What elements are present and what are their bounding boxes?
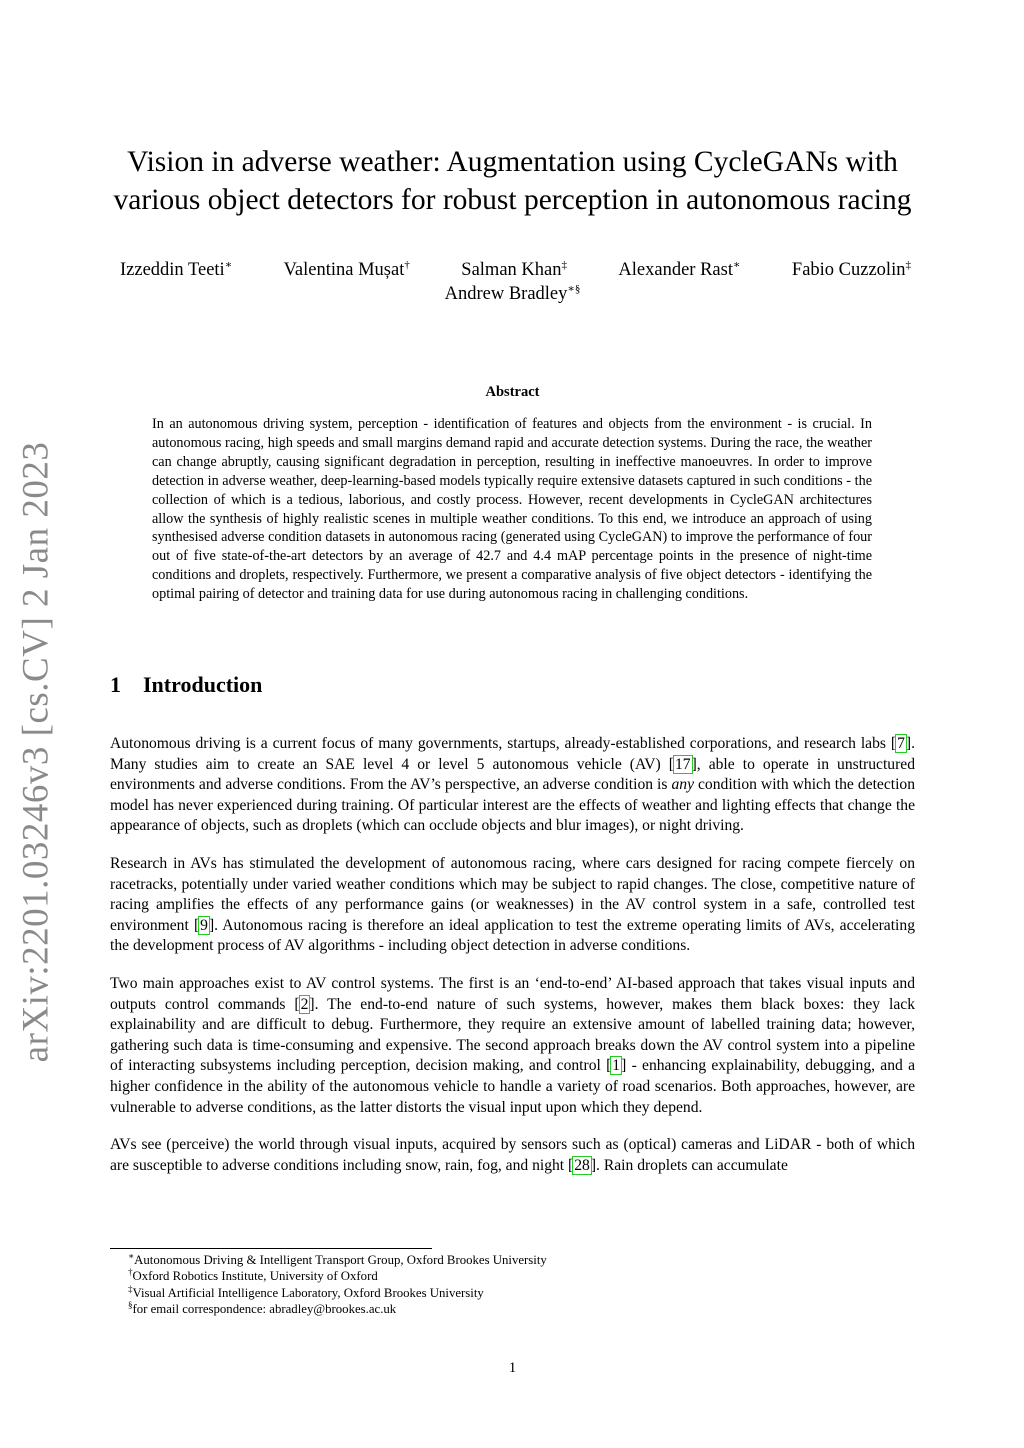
footnote-4: §for email correspondence: abradley@brookes.ac.uk: [128, 1300, 397, 1317]
citation-link[interactable]: 17: [674, 755, 691, 773]
footnote-2: †Oxford Robotics Institute, University of Oxford: [128, 1267, 378, 1284]
introduction-body: [110, 734, 915, 1193]
author-3: Salman Khan‡: [461, 259, 567, 280]
author-6: Andrew Bradley∗§: [444, 283, 581, 304]
paper-title: [110, 143, 915, 219]
author-2: Valentina Mușat†: [283, 259, 410, 280]
citation-link[interactable]: 2: [300, 995, 309, 1013]
abstract-text: In an autonomous driving system, perception - identification of features and objects from the environment - is crucial. In autonomous racing, high speeds and small margins demand rapid and accurate detection systems. During the race, the weather can change abruptly, causing significant degradation in perception, resulting in ineffective manoeuvres. In order to improve detection in adverse weather, deep-learning-based models typically require extensive datasets captured in such conditions - the collection of which is a tedious, laborious, and costly process. However, recent developments in CycleGAN architectures allow the synthesis of highly realistic scenes in multiple weather conditions. To this end, we introduce an approach of using synthesised adverse condition datasets in autonomous racing (generated using CycleGAN) to improve the performance of four out of five state-of-the-art detectors by an average of 42.7 and 4.4 mAP percentage points in the presence of night-time conditions and droplets, respectively. Furthermore, we present a comparative analysis of five object detectors - identifying the optimal pairing of detector and training data for use during autonomous racing in challenging conditions.: [152, 416, 872, 603]
section-heading-introduction: [110, 672, 262, 698]
paragraph-4: AVs see (perceive) the world through visual inputs, acquired by sensors such as (optical) cameras and LiDAR - both of which are susceptible to adverse conditions including snow, rain, fog, and night [28]. Rain droplets can accumulate: [110, 1136, 915, 1174]
title-line-1: Vision in adverse weather: Augmentation using CycleGANs with: [127, 146, 898, 178]
footnote-1: ∗Autonomous Driving & Intelligent Transport Group, Oxford Brookes University: [128, 1251, 547, 1267]
footnote-3: ‡Visual Artificial Intelligence Laboratory, Oxford Brookes University: [128, 1283, 484, 1300]
citation-link[interactable]: 9: [200, 916, 208, 934]
footnote-divider: [110, 1248, 432, 1249]
author-1: Izzeddin Teeti∗: [120, 259, 233, 280]
author-5: Fabio Cuzzolin‡: [791, 259, 911, 280]
page-number: 1: [508, 1360, 517, 1376]
paragraph-3: Two main approaches exist to AV control systems. The first is an ‘end-to-end’ AI-based approach that takes visual inputs and outputs control commands [2]. The end-to-end nature of such systems, however, makes them black boxes: they lack explainability and are difficult to debug. Furthermore, they require an extensive amount of labelled training data; however, gathering such data is time-consuming and expensive. The second approach breaks down the AV control system into a pipeline of interacting subsystems including perception, decision making, and control [1] - enhancing explainability, debugging, and a higher confidence in the ability of the autonomous vehicle to handle a variety of road scenarios. Both approaches, however, are vulnerable to adverse conditions, as the latter distorts the visual input upon which they depend.: [110, 974, 915, 1116]
section-number: 1: [110, 672, 121, 697]
author-4: Alexander Rast∗: [618, 259, 741, 280]
author-list: [110, 258, 915, 306]
title-line-2: various object detectors for robust perception in autonomous racing: [113, 184, 912, 216]
arxiv-identifier-stamp: arXiv:2201.03246v3 [cs.CV] 2 Jan 2023: [15, 441, 57, 1063]
abstract-heading: Abstract: [485, 384, 540, 400]
emphasis-any: any: [671, 776, 694, 794]
citation-link[interactable]: 1: [612, 1057, 621, 1075]
section-title: Introduction: [143, 672, 263, 697]
citation-link[interactable]: 28: [574, 1156, 590, 1174]
paragraph-2: Research in AVs has stimulated the development of autonomous racing, where cars designed for racing compete fiercely on racetracks, potentially under varied weather conditions which may be subject to rapid changes. The close, competitive nature of racing amplifies the effects of any performance gains (or weaknesses) in the AV control system in a safe, controlled test environment [9]. Autonomous racing is therefore an ideal application to test the extreme operating limits of AVs, accelerating the development process of AV algorithms - including object detection in adverse conditions.: [110, 854, 915, 955]
paragraph-1: Autonomous driving is a current focus of many governments, startups, already-established corporations, and research labs [7]. Many studies aim to create an SAE level 4 or level 5 autonomous vehicle (AV) [17], able to operate in unstructured environments and adverse conditions. From the AV’s perspective, an adverse condition is any condition with which the detection model has never experienced during training. Of particular interest are the effects of weather and lighting effects that change the appearance of objects, such as droplets (which can occlude objects and blur images), or night driving.: [110, 735, 915, 835]
footnotes: [128, 1252, 547, 1318]
citation-link[interactable]: 7: [897, 735, 905, 752]
